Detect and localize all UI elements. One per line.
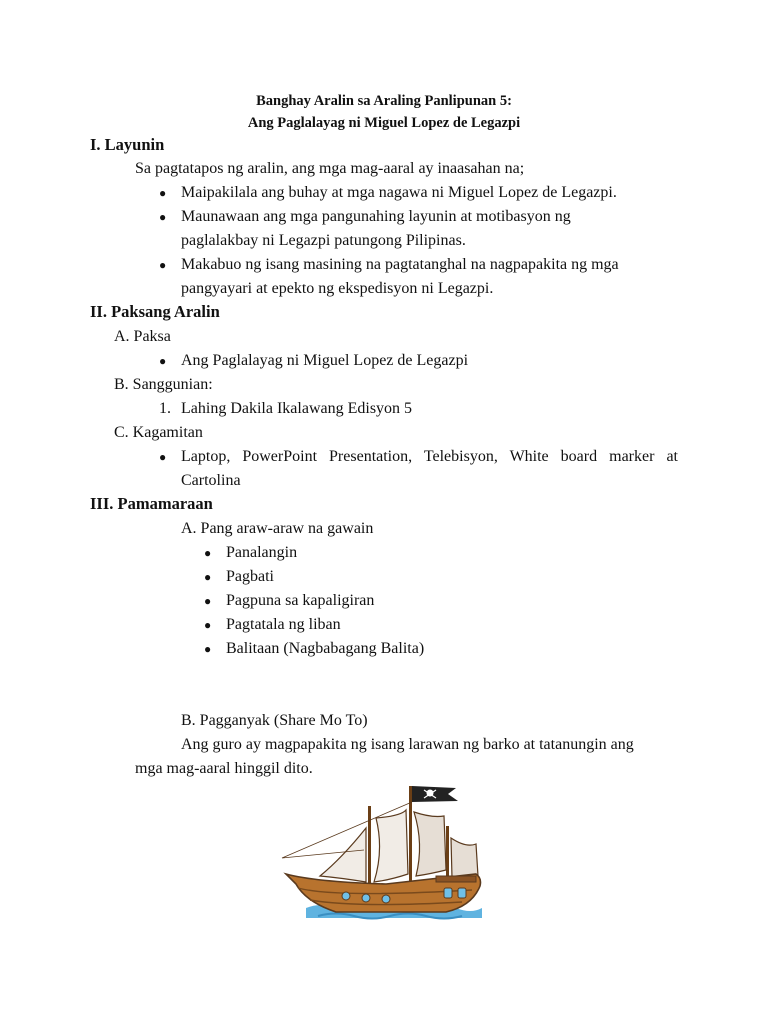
sail <box>451 838 478 878</box>
layunin-item-3: Makabuo ng isang masining na pagtatanghal na nagpapakita ng mga <box>181 256 619 273</box>
bullet-icon: ● <box>204 594 212 608</box>
bullet-icon: ● <box>159 210 167 224</box>
pagganyak-text-cont: mga mag-aaral hinggil dito. <box>135 760 313 777</box>
heading-paksang-aralin: II. Paksang Aralin <box>90 302 220 321</box>
gawain-item: Pagbati <box>226 568 274 585</box>
kagamitan-label: C. Kagamitan <box>114 424 203 441</box>
bullet-icon: ● <box>204 546 212 560</box>
pagganyak-text: Ang guro ay magpapakita ng isang larawan ng barko at tatanungin ang <box>181 736 634 753</box>
sanggunian-label: B. Sanggunian: <box>114 376 213 393</box>
bullet-icon: ● <box>159 186 167 200</box>
pagganyak-label: B. Pagganyak (Share Mo To) <box>181 712 368 729</box>
layunin-intro: Sa pagtatapos ng aralin, ang mga mag-aaral ay inaasahan na; <box>135 160 525 177</box>
sail <box>320 828 366 882</box>
ship-illustration <box>276 778 492 924</box>
bullet-icon: ● <box>204 570 212 584</box>
bullet-icon: ● <box>159 258 167 272</box>
bullet-icon: ● <box>204 618 212 632</box>
gawain-label: A. Pang araw-araw na gawain <box>181 520 374 537</box>
sail <box>374 810 408 882</box>
layunin-item-2-cont: paglalakbay ni Legazpi patungong Pilipinas. <box>181 232 466 249</box>
gawain-item: Balitaan (Nagbabagang Balita) <box>226 640 425 657</box>
gawain-item: Pagtatala ng liban <box>226 616 341 633</box>
layunin-item-1: Maipakilala ang buhay at mga nagawa ni Miguel Lopez de Legazpi. <box>181 184 617 201</box>
bullet-icon: ● <box>159 450 167 464</box>
kagamitan-item-cont: Cartolina <box>181 472 241 489</box>
pirate-flag-icon <box>412 786 458 802</box>
gawain-item: Panalangin <box>226 544 298 561</box>
bullet-icon: ● <box>204 642 212 656</box>
layunin-item-3-cont: pangyayari at epekto ng ekspedisyon ni Legazpi. <box>181 280 494 297</box>
bullet-icon: ● <box>159 354 167 368</box>
title-line-1: Banghay Aralin sa Araling Panlipunan 5: <box>256 93 512 109</box>
sanggunian-number: 1. <box>159 400 171 417</box>
title-line-2: Ang Paglalayag ni Miguel Lopez de Legazpi <box>247 115 521 131</box>
layunin-item-2: Maunawaan ang mga pangunahing layunin at motibasyon ng <box>181 208 571 225</box>
paksa-item: Ang Paglalayag ni Miguel Lopez de Legazpi <box>181 352 469 369</box>
heading-pamamaraan: III. Pamamaraan <box>90 494 213 513</box>
gawain-item: Pagpuna sa kapaligiran <box>226 592 375 609</box>
paksa-label: A. Paksa <box>114 328 171 345</box>
heading-layunin: I. Layunin <box>90 135 165 154</box>
kagamitan-item: Laptop, PowerPoint Presentation, Telebisyon, White board marker at <box>181 448 678 465</box>
sanggunian-item: Lahing Dakila Ikalawang Edisyon 5 <box>181 400 413 417</box>
sail <box>414 812 446 876</box>
